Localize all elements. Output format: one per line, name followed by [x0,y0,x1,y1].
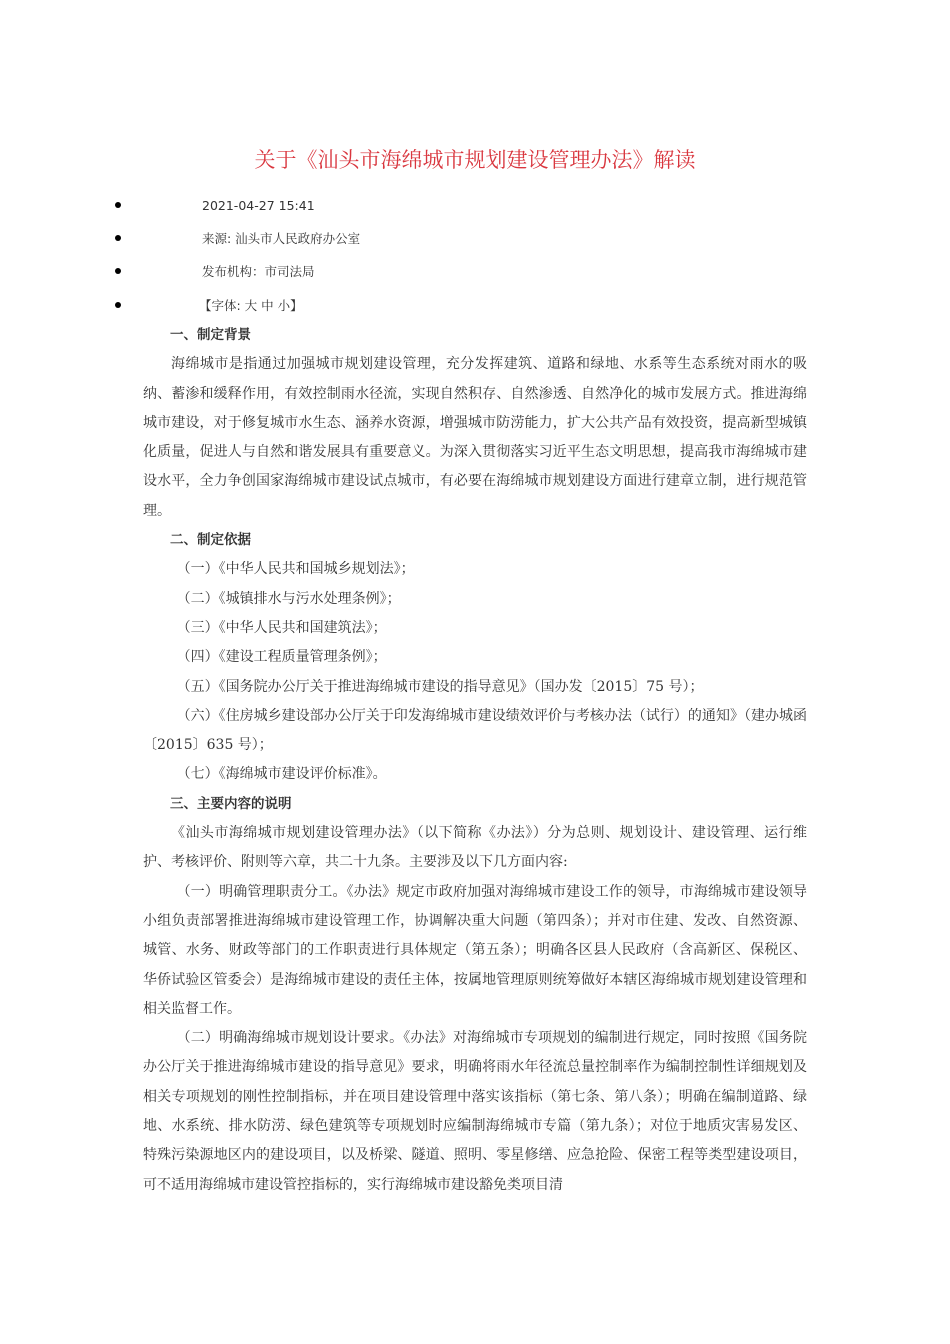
paragraph: （二）明确海绵城市规划设计要求。《办法》对海绵城市专项规划的编制进行规定，同时按照《国务院办公厅关于推进海绵城市建设的指导意见》要求，明确将雨水年径流总量控制率作为编制控制性详细规划及相关专项规划的刚性控制指标，并在项目建设管理中落实该指标（第七条、第八条）；明确在编制道路、绿地、水系统、排水防涝、绿色建筑等专项规划时应编制海绵城市专篇（第九条）；对位于地质灾害易发区、特殊污染源地区内的建设项目，以及桥梁、隧道、照明、零星修缮、应急抢险、保密工程等类型建设项目，可不适用海绵城市建设管控指标的，实行海绵城市建设豁免类项目清 [143,1030,807,1193]
publisher-text: 发布机构：市司法局 [202,264,315,279]
basis-item: （二）《城镇排水与污水处理条例》； [176,590,401,607]
paragraph: 《汕头市海绵城市规划建设管理办法》（以下简称《办法》）分为总则、规划设计、建设管理、运行维护、考核评价、附则等六章，共二十九条。主要涉及以下几方面内容: [143,825,807,871]
font-size-selector[interactable]: 【字体: 大 中 小】 [199,298,303,313]
meta-datetime [112,197,812,215]
bullet-icon [115,302,121,308]
section-heading: 二、制定依据 [170,532,251,549]
meta-publisher [112,263,812,281]
paragraph: 海绵城市是指通过加强城市规划建设管理，充分发挥建筑、道路和绿地、水系等生态系统对雨水的吸纳、蓄渗和缓释作用，有效控制雨水径流，实现自然积存、自然渗透、自然净化的城市发展方式。推进海绵城市建设，对于修复城市水生态、涵养水资源，增强城市防涝能力，扩大公共产品有效投资，提高新型城镇化质量，促进人与自然和谐发展具有重要意义。为深入贯彻落实习近平生态文明思想，提高我市海绵城市建设水平，全力争创国家海绵城市建设试点城市，有必要在海绵城市规划建设方面进行建章立制，进行规范管理。 [143,356,807,519]
bullet-icon [115,202,121,208]
source-text: 来源: 汕头市人民政府办公室 [202,231,361,246]
section-heading: 三、主要内容的说明 [170,795,292,812]
page-title: 关于《汕头市海绵城市规划建设管理办法》解读 [254,148,696,172]
basis-item: （一）《中华人民共和国城乡规划法》； [176,561,415,578]
paragraph: （一）明确管理职责分工。《办法》规定市政府加强对海绵城市建设工作的领导，市海绵城市建设领导小组负责部署推进海绵城市建设管理工作，协调解决重大问题（第四条）；并对市住建、发改、自然资源、城管、水务、财政等部门的工作职责进行具体规定（第五条）；明确各区县人民政府（含高新区、保税区、华侨试验区管委会）是海绵城市建设的责任主体，按属地管理原则统筹做好本辖区海绵城市规划建设管理和相关监督工作。 [143,883,807,1017]
section-heading: 一、制定背景 [170,327,251,343]
basis-item: （四）《建设工程质量管理条例》； [176,649,387,666]
basis-item: （七）《海绵城市建设评价标准》。 [176,766,387,783]
bullet-icon [115,235,121,241]
basis-item: （三）《中华人民共和国建筑法》； [176,619,387,636]
basis-item: （五）《国务院办公厅关于推进海绵城市建设的指导意见》（国办发〔2015〕75 号）； [176,678,704,695]
bullet-icon [115,268,121,274]
article-body [143,321,807,1200]
publish-datetime: 2021-04-27 15:41 [202,198,315,213]
meta-source [112,230,812,248]
meta-font-size [112,297,812,315]
basis-item: （六）《住房城乡建设部办公厅关于印发海绵城市建设绩效评价与考核办法（试行）的通知》（建办城函〔2015〕635 号）； [143,707,807,754]
